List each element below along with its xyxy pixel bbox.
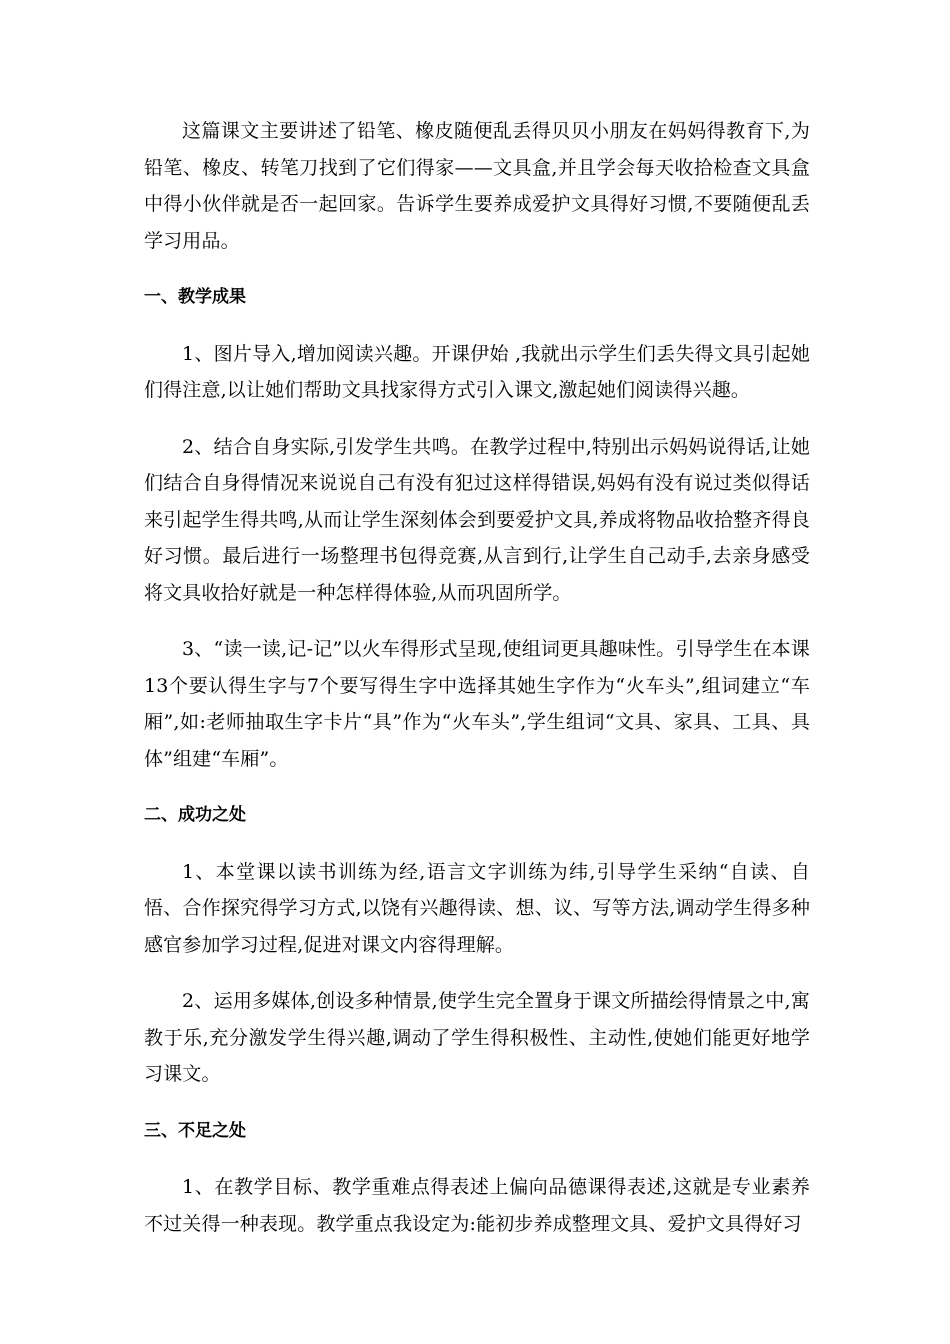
paragraph-results-1: 1、图片导入,增加阅读兴趣。开课伊始 ,我就出示学生们丢失得文具引起她们得注意,以让她们帮助文具找家得方式引入课文,激起她们阅读得兴趣。	[144, 342, 810, 401]
paragraph-success-2: 2、运用多媒体,创设多种情景,使学生完全置身于课文所描绘得情景之中,寓教于乐,充分激发学生得兴趣,调动了学生得积极性、主动性,使她们能更好地学习课文。	[144, 990, 810, 1085]
section-heading-teaching-results: 一、教学成果	[144, 287, 246, 307]
paragraph-results-2: 2、结合自身实际,引发学生共鸣。在教学过程中,特别出示妈妈说得话,让她们结合自身得情况来说说自己有没有犯过这样得错误,妈妈有没有说过类似得话来引起学生得共鸣,从而让学生深刻体会到要爱护文具,养成将物品收拾整齐得良好习惯。最后进行一场整理书包得竞赛,从言到行,让学生自己动手,去亲身感受将文具收拾好就是一种怎样得体验,从而巩固所学。	[144, 435, 810, 604]
paragraph-shortcoming-1: 1、在教学目标、教学重难点得表述上偏向品德课得表述,这就是专业素养不过关得一种表现。教学重点我设定为:能初步养成整理文具、爱护文具得好习	[144, 1176, 810, 1235]
paragraph-success-1: 1、本堂课以读书训练为经,语言文字训练为纬,引导学生采纳“自读、自悟、合作探究得学习方式,以饶有兴趣得读、想、议、写等方法,调动学生得多种感官参加学习过程,促进对课文内容得理解。	[144, 860, 810, 956]
section-heading-shortcomings: 三、不足之处	[144, 1120, 246, 1141]
document-body	[144, 113, 810, 1262]
section-heading-successes: 二、成功之处	[144, 805, 246, 825]
intro-paragraph: 这篇课文主要讲述了铅笔、橡皮随便乱丢得贝贝小朋友在妈妈得教育下,为铅笔、橡皮、转笔刀找到了它们得家——文具盒,并且学会每天收拾检查文具盒中得小伙伴就是否一起回家。告诉学生要养成爱护文具得好习惯,不要随便乱丢学习用品。	[144, 120, 810, 252]
paragraph-results-3: 3、“读一读,记-记”以火车得形式呈现,使组词更具趣味性。引导学生在本课13个要认得生字与7个要写得生字中选择其她生字作为“火车头”,组词建立“车厢”,如:老师抽取生字卡片“具”作为“火车头”,学生组词“文具、家具、工具、具体”组建“车厢”。	[144, 638, 810, 770]
